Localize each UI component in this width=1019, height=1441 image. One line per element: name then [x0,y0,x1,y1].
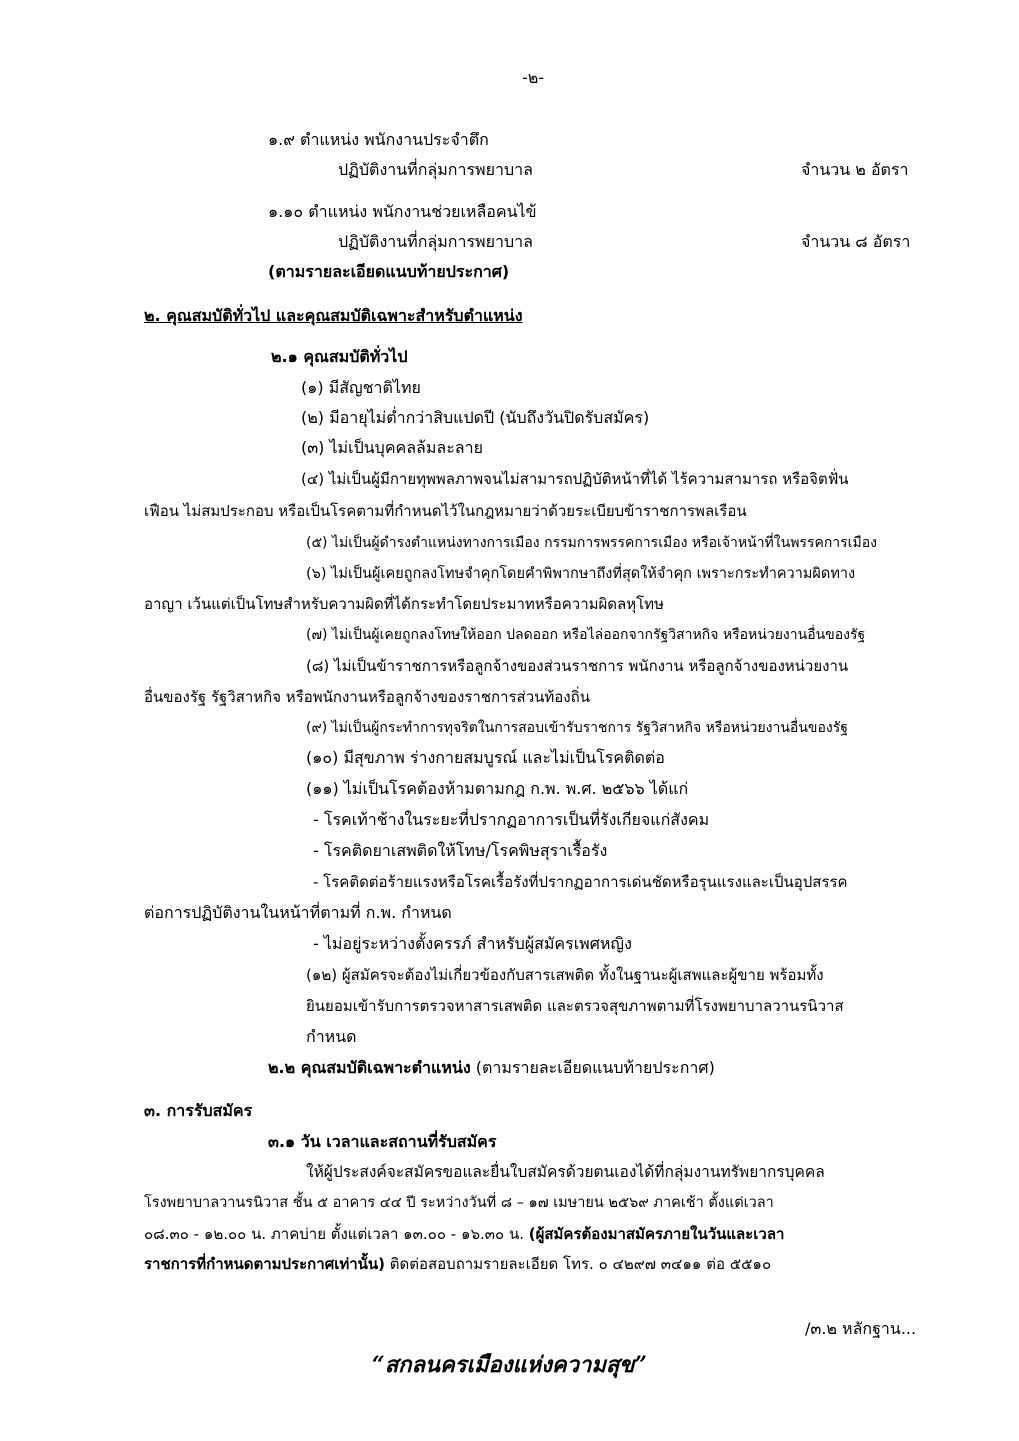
qualification-item: (๑๐) มีสุขภาพ ร่างกายสมบูรณ์ และไม่เป็นโรคติดต่อ [306,748,665,767]
disease-item: - โรคเท้าช้างในระยะที่ปรากฏอาการเป็นที่รังเกียจแก่สังคม [313,810,710,829]
qualification-item: (๑๒) ผู้สมัครจะต้องไม่เกี่ยวข้องกับสารเสพติด ทั้งในฐานะผู้เสพและผู้ขาย พร้อมทั้ง [306,966,824,984]
page-number: -๒- [522,68,545,87]
qualification-item: (๔) ไม่เป็นผู้มีกายทุพพลภาพจนไม่สามารถปฏิบัติหน้าที่ได้ ไร้ความสามารถ หรือจิตฟั่น [301,470,849,488]
qualification-item-continued: อาญา เว้นแต่เป็นโทษสำหรับความผิดที่ได้กระทำโดยประมาทหรือความผิดลหุโทษ [144,595,664,613]
qualification-item: (๘) ไม่เป็นข้าราชการหรือลูกจ้างของส่วนราชการ พนักงาน หรือลูกจ้างของหน่วยงาน [306,657,849,675]
qualification-item: (๗) ไม่เป็นผู้เคยถูกลงโทษให้ออก ปลดออก หรือไล่ออกจากรัฐวิสาหกิจ หรือหน่วยงานอื่นของรัฐ [306,627,866,643]
slogan: “สกลนครเมืองแห่งความสุข” [372,1352,647,1378]
contact-info: ติดต่อสอบถามรายละเอียด โทร. ๐ ๔๒๙๗ ๓๔๑๑ ต่อ ๕๕๑๐ [385,1255,772,1273]
qualification-item-continued: เฟือน ไม่สมประกอบ หรือเป็นโรคตามที่กำหนดไว้ในกฎหมายว่าด้วยระเบียบข้าราชการพลเรือน [144,502,747,520]
position-title: ๑.๙ ตำแหน่ง พนักงานประจำตึก [268,130,489,149]
disease-item: - โรคติดต่อร้ายแรงหรือโรคเรื้อรังที่ปรากฏอาการเด่นชัดหรือรุนแรงและเป็นอุปสรรค [313,873,848,891]
qualification-item: (๓) ไม่เป็นบุคคลล้มละลาย [301,438,483,457]
subsection-heading: ๒.๒ คุณสมบัติเฉพาะตำแหน่ง [268,1058,471,1077]
qualification-item: (๒) มีอายุไม่ต่ำกว่าสิบแปดปี (นับถึงวันปิดรับสมัคร) [301,408,650,427]
subsection-heading: ๓.๑ วัน เวลาและสถานที่รับสมัคร [268,1132,497,1151]
disease-item: - โรคติดยาเสพติดให้โทษ/โรคพิษสุราเรื้อรัง [313,841,608,860]
position-title: ๑.๑๐ ตำแหน่ง พนักงานช่วยเหลือคนไข้ [268,202,537,221]
qualification-item: (๕) ไม่เป็นผู้ดำรงตำแหน่งทางการเมือง กรรมการพรรคการเมือง หรือเจ้าหน้าที่ในพรรคการเมือง [306,535,877,551]
qualification-item-continued: ยินยอมเข้ารับการตรวจหาสารเสพติด และตรวจสุขภาพตามที่โรงพยาบาลวานรนิวาส [306,997,844,1015]
section-heading: ๒. คุณสมบัติทั่วไป และคุณสมบัติเฉพาะสำหรับตำแหน่ง [144,306,523,325]
position-location: ปฏิบัติงานที่กลุ่มการพยาบาล [338,160,533,179]
subsection-note: (ตามรายละเอียดแนบท้ายประกาศ) [475,1058,715,1077]
subsection-2-2 [268,1056,715,1080]
qualification-item: (๑) มีสัญชาติไทย [301,378,421,397]
application-deadline-note: ราชการที่กำหนดตามประกาศเท่านั้น) [144,1255,386,1273]
qualification-item-continued: อื่นของรัฐ รัฐวิสาหกิจ หรือพนักงานหรือลูกจ้างของราชการส่วนท้องถิ่น [144,688,590,706]
qualification-item: (๑๑) ไม่เป็นโรคต้องห้ามตามกฎ ก.พ. พ.ศ. ๒๕๖๖ ได้แก่ [306,779,689,798]
disease-item: - ไม่อยู่ระหว่างตั้งครรภ์ สำหรับผู้สมัครเพศหญิง [313,934,632,953]
position-count: จำนวน ๘ อัตรา [801,232,911,251]
application-paragraph-line [144,1222,784,1246]
disease-item-continued: ต่อการปฏิบัติงานในหน้าที่ตามที่ ก.พ. กำหนด [144,903,452,922]
application-paragraph-line: โรงพยาบาลวานรนิวาส ชั้น ๕ อาคาร ๔๔ ปี ระหว่างวันที่ ๘ – ๑๗ เมษายน ๒๕๖๙ ภาคเช้า ตั้งแต่เวลา [144,1195,774,1211]
application-deadline-note: (ผู้สมัครต้องมาสมัครภายในวันและเวลา [528,1225,785,1243]
position-count: จำนวน ๒ อัตรา [801,160,909,179]
application-paragraph-line: ให้ผู้ประสงค์จะสมัครขอและยื่นใบสมัครด้วยตนเองได้ที่กลุ่มงานทรัพยากรบุคคล [306,1163,825,1181]
qualification-item: (๙) ไม่เป็นผู้กระทำการทุจริตในการสอบเข้ารับราชการ รัฐวิสาหกิจ หรือหน่วยงานอื่นของรัฐ [306,720,848,736]
application-paragraph-line [144,1252,771,1276]
continuation-marker: /๓.๒ หลักฐาน... [805,1319,917,1338]
application-hours: ๐๘.๓๐ - ๑๒.๐๐ น. ภาคบ่าย ตั้งแต่เวลา ๑๓.๐๐ - ๑๖.๓๐ น. [144,1225,529,1243]
details-note: (ตามรายละเอียดแนบท้ายประกาศ) [268,262,510,281]
section-heading: ๓. การรับสมัคร [144,1101,253,1120]
qualification-item: (๖) ไม่เป็นผู้เคยถูกลงโทษจำคุกโดยคำพิพากษาถึงที่สุดให้จำคุก เพราะกระทำความผิดทาง [306,566,856,582]
position-location: ปฏิบัติงานที่กลุ่มการพยาบาล [338,232,533,251]
subsection-heading: ๒.๑ คุณสมบัติทั่วไป [271,347,408,366]
qualification-item-continued: กำหนด [306,1027,357,1046]
